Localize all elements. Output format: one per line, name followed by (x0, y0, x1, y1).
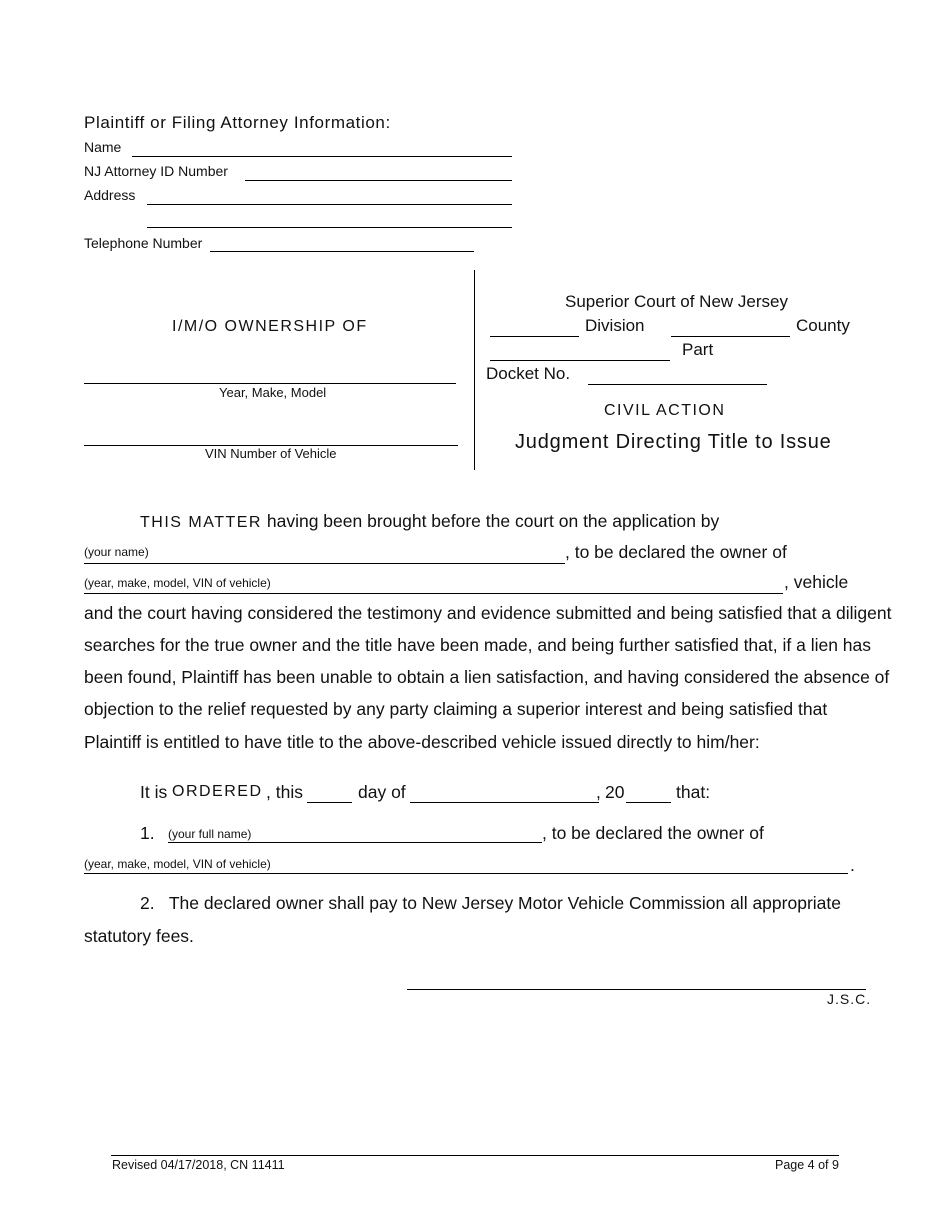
your-name-field[interactable] (84, 563, 565, 564)
civil-action-label: CIVIL ACTION (604, 402, 726, 419)
division-field[interactable] (490, 336, 579, 337)
this-matter-label: THIS MATTER (140, 514, 262, 531)
year-make-model-field[interactable] (84, 383, 456, 384)
footer-rule (111, 1155, 839, 1156)
that-text: that: (676, 782, 711, 802)
jsc-label: J.S.C. (827, 991, 872, 1007)
judge-signature-line[interactable] (407, 989, 866, 990)
item2-line-2: statutory fees. (84, 926, 194, 946)
county-field[interactable] (671, 336, 790, 337)
caption-divider (474, 270, 475, 470)
month-field[interactable] (410, 802, 599, 803)
name-field[interactable] (132, 156, 512, 157)
attorney-id-field[interactable] (245, 180, 512, 181)
it-is-text: It is (140, 782, 168, 802)
item1-period: . (850, 855, 855, 875)
county-label: County (796, 316, 850, 335)
part-label: Part (682, 340, 714, 359)
attorney-id-label: NJ Attorney ID Number (84, 163, 228, 179)
attorney-heading: Plaintiff or Filing Attorney Information: (84, 113, 391, 132)
vehicle-suffix: , vehicle (784, 572, 849, 592)
item1-vehicle-field[interactable] (84, 873, 848, 874)
year-prefix: 20 (605, 782, 625, 802)
part-field[interactable] (490, 360, 670, 361)
telephone-label: Telephone Number (84, 235, 203, 251)
revision-info: Revised 04/17/2018, CN 11411 (112, 1158, 285, 1172)
item1-vehicle-hint: (year, make, model, VIN of vehicle) (84, 857, 271, 871)
paragraph-line-2: searches for the true owner and the title have been made, and being further satisfied that, if a lien has (84, 635, 872, 655)
division-label: Division (585, 316, 645, 335)
your-name-hint: (your name) (84, 545, 149, 559)
page-number: Page 4 of 9 (775, 1158, 839, 1172)
full-name-field[interactable] (168, 842, 542, 843)
declared-owner-text: , to be declared the owner of (565, 542, 787, 562)
day-field[interactable] (307, 802, 352, 803)
name-label: Name (84, 139, 122, 155)
judgment-title: Judgment Directing Title to Issue (515, 431, 832, 453)
vehicle-hint: (year, make, model, VIN of vehicle) (84, 576, 271, 590)
address-label: Address (84, 187, 136, 203)
date-comma: , (596, 782, 601, 802)
this-text: , this (266, 782, 303, 802)
full-name-hint: (your full name) (168, 827, 252, 841)
imo-ownership-heading: I/M/O OWNERSHIP OF (172, 318, 368, 335)
paragraph-line-4: objection to the relief requested by any party claiming a superior interest and being satisfied that (84, 699, 828, 719)
paragraph-line-3: been found, Plaintiff has been unable to obtain a lien satisfaction, and having considered the absence of (84, 667, 890, 687)
year-make-model-label: Year, Make, Model (219, 385, 327, 400)
item1-declared-text: , to be declared the owner of (542, 823, 764, 843)
day-of-text: day of (358, 782, 406, 802)
item2-line-1: 2. The declared owner shall pay to New Jersey Motor Vehicle Commission all appropriate (140, 893, 841, 913)
item1-number: 1. (140, 823, 155, 843)
this-matter-line (140, 511, 719, 532)
docket-field[interactable] (588, 384, 767, 385)
vehicle-field[interactable] (84, 593, 783, 594)
paragraph-line-1: and the court having considered the testimony and evidence submitted and being satisfied that a diligent (84, 603, 892, 623)
court-name: Superior Court of New Jersey (565, 292, 788, 311)
address-field-line1[interactable] (147, 204, 512, 205)
year-field[interactable] (626, 802, 671, 803)
docket-label: Docket No. (486, 364, 571, 383)
vin-label: VIN Number of Vehicle (205, 446, 337, 461)
telephone-field[interactable] (210, 251, 474, 252)
address-field-line2[interactable] (147, 227, 512, 228)
paragraph-line-5: Plaintiff is entitled to have title to the above-described vehicle issued directly to him/her: (84, 732, 760, 752)
application-text: having been brought before the court on the application by (266, 511, 720, 531)
ordered-label: ORDERED (172, 783, 263, 800)
